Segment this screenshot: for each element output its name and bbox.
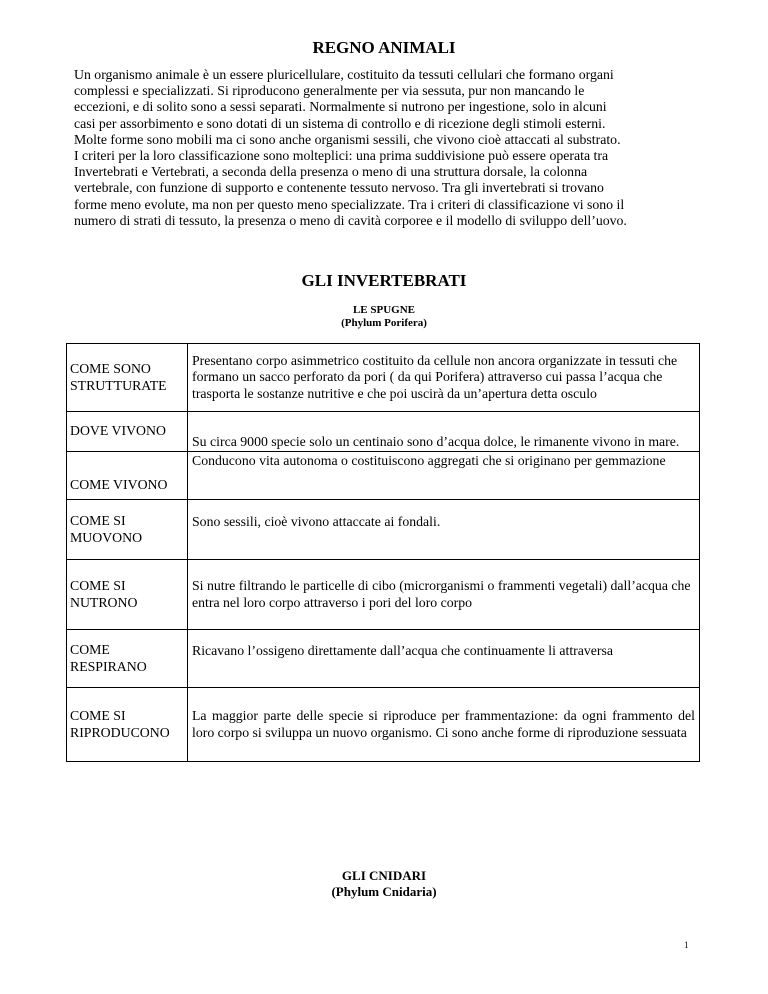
cnidarians-phylum: (Phylum Cnidaria) bbox=[331, 884, 437, 899]
table-row bbox=[67, 344, 700, 412]
intro-paragraph bbox=[74, 67, 698, 229]
row-text: Sono sessili, cioè vivono attaccate ai fondali. bbox=[192, 514, 441, 530]
row-label: COME RESPIRANO bbox=[67, 630, 188, 688]
intro-line: Invertebrati e Vertebrati, a seconda della presenza o meno di una struttura dorsale, la colonna bbox=[74, 164, 588, 180]
row-label: COME SI RIPRODUCONO bbox=[67, 688, 188, 762]
table-row bbox=[67, 452, 700, 500]
intro-line: casi per assorbimento e sono dotati di un sistema di controllo e di ricezione degli stimoli esterni. bbox=[74, 115, 606, 131]
row-description bbox=[188, 452, 700, 500]
row-text: Conducono vita autonoma o costituiscono aggregati che si originano per gemmazione bbox=[192, 453, 666, 468]
cnidarians-title: GLI CNIDARI bbox=[341, 868, 427, 883]
row-description bbox=[188, 630, 700, 688]
row-label: COME SONO STRUTTURATE bbox=[67, 344, 188, 412]
table-row bbox=[67, 560, 700, 630]
cnidarians-heading bbox=[0, 868, 768, 900]
table-row bbox=[67, 630, 700, 688]
intro-line: vertebrale, con funzione di supporto e contenente tessuto nervoso. Tra gli invertebrati si trovano bbox=[74, 180, 604, 196]
sponges-phylum: (Phylum Porifera) bbox=[341, 317, 427, 329]
intro-line: Molte forme sono mobili ma ci sono anche organismi sessili, che vivono cioè attaccati al substrato. bbox=[74, 131, 621, 147]
page-title: REGNO ANIMALI bbox=[312, 38, 456, 57]
row-label: COME SI MUOVONO bbox=[67, 500, 188, 560]
row-text: Ricavano l’ossigeno direttamente dall’acqua che continuamente li attraversa bbox=[192, 643, 614, 659]
row-description bbox=[188, 500, 700, 560]
intro-line: numero di strati di tessuto, la presenza o meno di cavità corporee e il modello di sviluppo dell’uovo. bbox=[74, 212, 627, 228]
row-description bbox=[188, 412, 700, 452]
intro-line: Un organismo animale è un essere pluricellulare, costituito da tessuti cellulari che formano organi bbox=[74, 67, 614, 82]
row-text: Si nutre filtrando le particelle di cibo (microrganismi o frammenti vegetali) dall’acqua che entra nel loro corpo attraverso i pori del loro corpo bbox=[192, 578, 691, 610]
table-row bbox=[67, 500, 700, 560]
intro-line: I criteri per la loro classificazione sono molteplici: una prima suddivisione può essere operata tra bbox=[74, 148, 609, 164]
row-description bbox=[188, 688, 700, 762]
row-text: Presentano corpo asimmetrico costituito da cellule non ancora organizzate in tessuti che formano un sacco perforato da pori ( da qui Porifera) attraverso cui passa l’acqua che trasporta le sostanze nutritive e che poi uscirà da un’apertura detta osculo bbox=[192, 353, 678, 401]
table-row bbox=[67, 688, 700, 762]
row-description bbox=[188, 560, 700, 630]
sponges-heading bbox=[0, 304, 768, 330]
sponges-table bbox=[66, 343, 700, 762]
intro-line: complessi e specializzati. Si riproducono generalmente per via sessuta, pur non mancando le bbox=[74, 83, 585, 99]
row-label: DOVE VIVONO bbox=[67, 412, 188, 452]
row-label: COME VIVONO bbox=[67, 452, 188, 500]
row-text: La maggior parte delle specie si riproduce per frammentazione: da ogni frammento del loro corpo si sviluppa un nuovo organismo. Ci sono anche forme di riproduzione sessuata bbox=[192, 708, 695, 740]
sponges-title: LE SPUGNE bbox=[352, 304, 416, 316]
table-row bbox=[67, 412, 700, 452]
page-number: 1 bbox=[684, 940, 689, 950]
row-description bbox=[188, 344, 700, 412]
row-label: COME SI NUTRONO bbox=[67, 560, 188, 630]
row-text: Su circa 9000 specie solo un centinaio sono d’acqua dolce, le rimanente vivono in mare. bbox=[192, 433, 680, 449]
intro-line: forme meno evolute, ma non per questo meno specializzate. Tra i criteri di classificazione vi sono il bbox=[74, 196, 625, 212]
intro-line: eccezioni, e di solito sono a sessi separati. Normalmente si nutrono per ingestione, solo in alcuni bbox=[74, 99, 607, 115]
section-title: GLI INVERTEBRATI bbox=[301, 271, 467, 290]
